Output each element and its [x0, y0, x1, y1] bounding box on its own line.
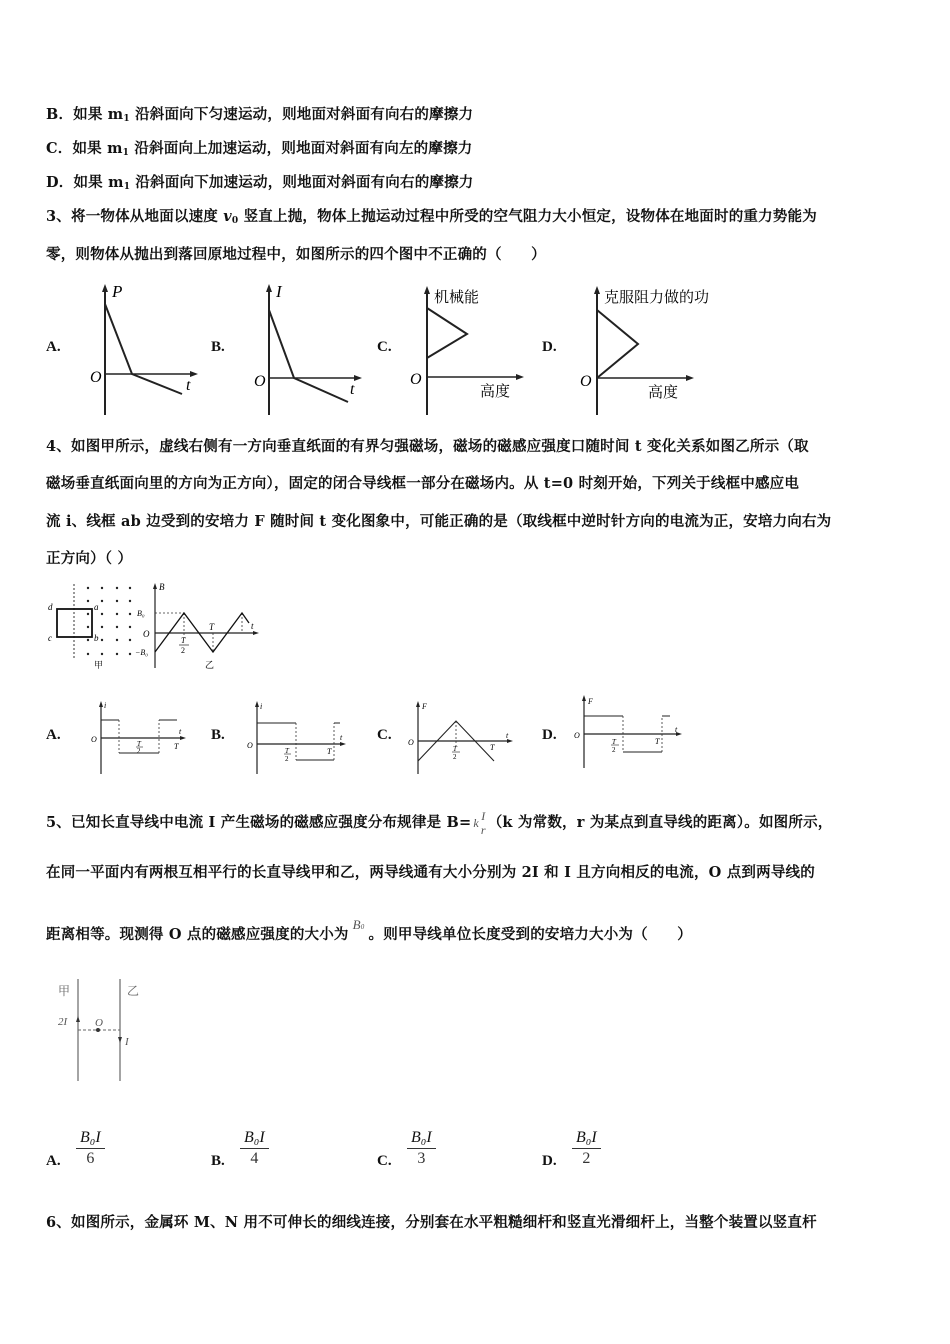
option-text: 如果 m [73, 174, 124, 191]
q4-figure-jia [44, 580, 134, 670]
corner-b-label: b [94, 633, 99, 643]
b0-symbol [353, 917, 365, 932]
option-text: 沿斜面向下匀速运动，则地面对斜面有向右的摩擦力 [129, 106, 474, 123]
y-axis-label: 克服阻力做的功 [604, 290, 710, 306]
q4-graph-d [574, 692, 684, 772]
fraction-denominator: 6 [86, 1150, 95, 1167]
x-axis-label: t [350, 381, 355, 398]
origin-label: O [410, 371, 422, 388]
b0-label: B₀ [137, 609, 145, 618]
neg-b0-label: −B₀ [135, 648, 149, 657]
t-half-den: 2 [612, 746, 616, 754]
subscript: 1 [123, 114, 130, 124]
corner-c-label: c [48, 633, 52, 643]
q3-option-a-label[interactable]: A. [46, 339, 61, 355]
q4-stem-line2: 磁场垂直纸面向里的方向为正方向），固定的闭合导线框一部分在磁场内。从 t=0 时刻开始，下列关于线框中感应电 [46, 475, 800, 492]
origin-label: O [254, 373, 266, 390]
subscript: 1 [123, 182, 131, 192]
q5-stem-line2: 在同一平面内有两根互相平行的长直导线甲和乙，两导线通有大小分别为 2I 和 I 且方向相反的电流，O 点到两导线的 [46, 864, 815, 881]
subscript: 1 [122, 148, 130, 158]
x-axis-label: 高度 [648, 385, 679, 401]
fraction-denominator: 3 [417, 1150, 426, 1167]
stem-text: 竖直上抛，物体上抛运动过程中所受的空气阻力大小恒定，设物体在地面时的重力势能为 [238, 208, 817, 225]
option-label: C． [46, 140, 73, 157]
q4-option-a-label[interactable]: A. [46, 727, 61, 743]
q3-graph-d [578, 282, 728, 417]
b0-subscript: 0 [360, 923, 365, 931]
q5-option-a-label[interactable]: A. [46, 1153, 61, 1169]
q3-stem-line1 [46, 205, 817, 226]
q4-graph-c [407, 698, 517, 778]
q4-option-b-label[interactable]: B. [211, 727, 225, 743]
y-axis-label: I [276, 282, 282, 301]
t-half-num: T [453, 745, 457, 753]
q2-option-d [46, 171, 474, 192]
t-half-num: T [285, 747, 289, 755]
q2-option-b [46, 103, 473, 124]
wire-jia-label: 甲 [58, 984, 71, 998]
t-full-label: T [174, 742, 179, 751]
formula-denominator: r [480, 823, 486, 837]
x-axis-label: t [179, 727, 182, 736]
q5-option-b-value[interactable] [240, 1128, 269, 1169]
stem-text: 距离相等。现测得 O 点的磁感应强度的大小为 [46, 926, 349, 943]
q4-figure-yi [135, 580, 265, 672]
q2-option-c [46, 137, 472, 158]
y-axis-label: 机械能 [434, 290, 480, 306]
formula-numerator: I [481, 809, 486, 823]
q5-option-c-label[interactable]: C. [377, 1153, 392, 1169]
q4-stem-line1: 4、如图甲所示，虚线右侧有一方向垂直纸面的有界匀强磁场，磁场的磁感应强度口随时间 t 变化关系如图乙所示（取 [46, 438, 809, 455]
stem-text: （k 为常数，r 为某点到直导线的距离）。如图所示， [487, 814, 833, 831]
t-half-den: 2 [137, 747, 141, 755]
q5-stem-line1 [46, 809, 832, 837]
t-full-label: T [655, 737, 660, 746]
t-half-den: 2 [181, 646, 185, 655]
origin-label: O [574, 731, 580, 740]
x-axis-label: t [340, 733, 343, 742]
q5-option-d-label[interactable]: D. [542, 1153, 557, 1169]
q5-wire-figure [50, 975, 160, 1085]
q5-option-b-label[interactable]: B. [211, 1153, 225, 1169]
option-text: 沿斜面向下加速运动，则地面对斜面有向右的摩擦力 [130, 174, 474, 191]
q3-option-b-label[interactable]: B. [211, 339, 225, 355]
figure-caption: 甲 [94, 660, 104, 670]
wire-yi-label: 乙 [127, 984, 140, 998]
current-2i-label: 2I [58, 1016, 68, 1028]
q4-graph-b [244, 698, 349, 778]
q6-stem-line1: 6、如图所示，金属环 M、N 用不可伸长的细线连接，分别套在水平粗糙细杆和竖直光滑细杆上，当整个装置以竖直杆 [46, 1214, 817, 1231]
option-text: 沿斜面向上加速运动，则地面对斜面有向左的摩擦力 [129, 140, 473, 157]
option-text: 如果 m [72, 140, 123, 157]
fraction-numerator: B₀I [76, 1128, 105, 1149]
q3-option-c-label[interactable]: C. [377, 339, 392, 355]
option-label: B． [46, 106, 74, 123]
x-axis-label: t [506, 731, 509, 740]
option-label: D． [46, 174, 74, 191]
origin-label: O [90, 369, 102, 386]
figure-caption: 乙 [205, 660, 215, 670]
fraction-denominator: 2 [582, 1150, 591, 1167]
variable: v [223, 208, 232, 225]
formula-k: k [473, 815, 479, 830]
fraction-numerator: B₀I [240, 1128, 269, 1149]
fraction-numerator: B₀I [572, 1128, 601, 1149]
formula-k-over-r [473, 809, 485, 837]
q4-option-d-label[interactable]: D. [542, 727, 557, 743]
subscript: 0 [231, 216, 239, 226]
fraction-denominator: 4 [250, 1150, 259, 1167]
corner-d-label: d [48, 602, 53, 612]
point-o-label: O [95, 1017, 103, 1029]
t-half-num: T [137, 740, 141, 748]
t-half-num: T [612, 738, 616, 746]
q3-graph-c [410, 282, 540, 417]
q5-option-a-value[interactable] [76, 1128, 105, 1169]
origin-label: O [408, 738, 414, 747]
q5-option-c-value[interactable] [407, 1128, 436, 1169]
origin-label: O [143, 629, 150, 639]
q4-stem-line3: 流 i、线框 ab 边受到的安培力 F 随时间 t 变化图象中，可能正确的是（取线框中逆时针方向的电流为正，安培力向右为 [46, 513, 832, 530]
y-axis-label: B [159, 582, 165, 592]
origin-label: O [91, 735, 97, 744]
y-axis-label: F [588, 697, 593, 706]
origin-label: O [247, 741, 253, 750]
t-full-label: T [490, 743, 495, 752]
q4-graph-a [88, 698, 188, 778]
x-axis-label: t [251, 621, 254, 631]
q3-graph-a [88, 282, 198, 417]
t-half-num: T [181, 636, 186, 645]
q4-stem-line4: 正方向）（ ） [46, 550, 133, 567]
t-half-den: 2 [453, 753, 457, 761]
x-axis-label: t [675, 725, 678, 734]
y-axis-label: F [422, 702, 427, 711]
q5-option-d-value[interactable] [572, 1128, 601, 1169]
t-full-label: T [327, 747, 332, 756]
b0-letter: B [352, 917, 361, 932]
y-axis-label: i [104, 701, 107, 710]
corner-a-label: a [94, 602, 99, 612]
q3-graph-b [252, 282, 362, 417]
stem-text: 5、已知长直导线中电流 I 产生磁场的磁感应强度分布规律是 B= [46, 814, 472, 831]
y-axis-label: P [112, 282, 123, 301]
x-axis-label: t [186, 377, 191, 394]
stem-text: 。则甲导线单位长度受到的安培力大小为（ ） [368, 926, 692, 943]
q3-stem-line2: 零，则物体从抛出到落回原地过程中，如图所示的四个图中不正确的（ ） [46, 246, 546, 263]
current-i-label: I [125, 1036, 129, 1048]
t-half-den: 2 [285, 755, 289, 763]
y-axis-label: i [260, 702, 263, 711]
t-full-label: T [209, 622, 215, 632]
stem-text: 3、将一物体从地面以速度 [46, 208, 224, 225]
origin-label: O [580, 373, 592, 390]
fraction-numerator: B₀I [407, 1128, 436, 1149]
q3-option-d-label[interactable]: D. [542, 339, 557, 355]
x-axis-label: 高度 [480, 384, 511, 400]
option-text: 如果 m [73, 106, 124, 123]
q4-option-c-label[interactable]: C. [377, 727, 392, 743]
q5-stem-line3 [46, 917, 692, 944]
